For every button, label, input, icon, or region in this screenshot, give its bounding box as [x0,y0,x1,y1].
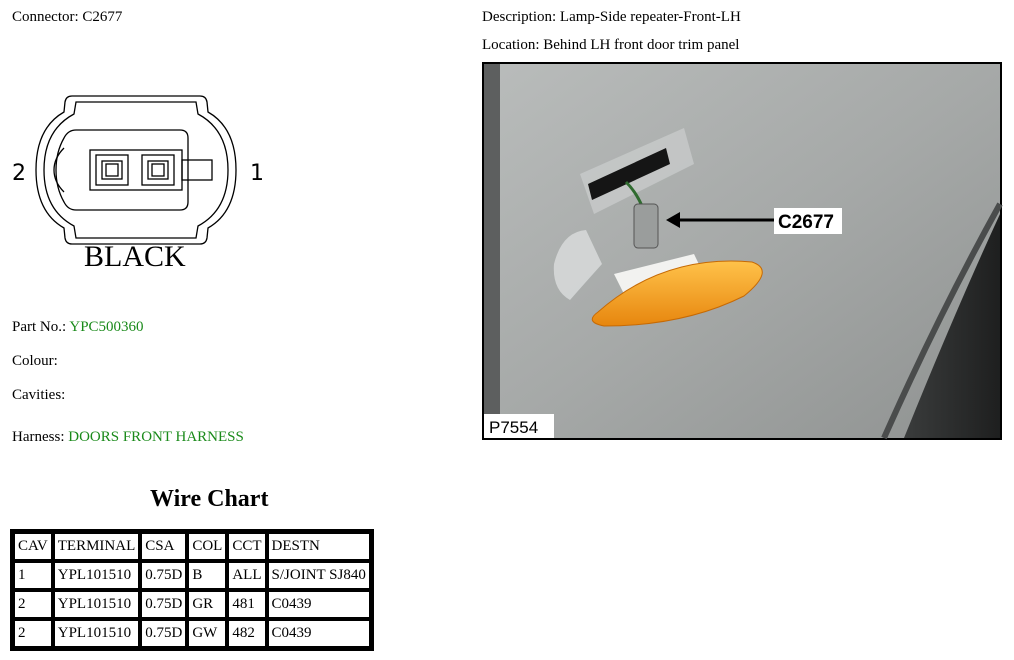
cell-cav: 2 [13,619,53,648]
wire-chart-table [10,529,374,651]
header-col: COL [187,532,227,561]
cell-terminal: YPL101510 [53,590,141,619]
colour-line [12,352,58,370]
photo-ref-label: P7554 [489,418,539,437]
harness-value[interactable]: DOORS FRONT HARNESS [68,429,244,445]
table-row [13,561,371,590]
location-photo-illustration [484,64,1000,438]
connector-value: C2677 [82,9,123,25]
cell-cav: 1 [13,561,53,590]
cell-cav: 2 [13,590,53,619]
photo-callout-label: C2677 [778,212,834,233]
colour-label: Colour: [12,353,58,369]
header-cct: CCT [227,532,266,561]
cell-col: GW [187,619,227,648]
cell-destn: C0439 [267,619,371,648]
cell-terminal: YPL101510 [53,619,141,648]
cell-cct: 481 [227,590,266,619]
connector-diagram [10,88,264,278]
header-terminal: TERMINAL [53,532,141,561]
location-value: Behind LH front door trim panel [543,37,740,53]
part-no-label: Part No.: [12,319,67,335]
cell-col: GR [187,590,227,619]
cell-destn: C0439 [267,590,371,619]
connector-label: Connector: [12,9,79,25]
cell-csa: 0.75D [140,619,187,648]
location-label: Location: [482,37,540,53]
cell-cct: 482 [227,619,266,648]
cell-csa: 0.75D [140,561,187,590]
harness-label: Harness: [12,429,65,445]
description-line [482,8,741,26]
connector-color-label: BLACK [84,240,186,273]
wire-chart-header-row [13,532,371,561]
cavities-label: Cavities: [12,387,66,403]
header-destn: DESTN [267,532,371,561]
cavities-line [12,386,65,404]
location-line [482,36,739,54]
cell-cct: ALL [227,561,266,590]
cell-csa: 0.75D [140,590,187,619]
header-csa: CSA [140,532,187,561]
description-label: Description: [482,9,557,25]
part-no-line [12,318,144,336]
cell-terminal: YPL101510 [53,561,141,590]
part-no-value[interactable]: YPC500360 [69,319,144,335]
header-cav: CAV [13,532,53,561]
connector-face-drawing [10,88,264,278]
connector-line [12,8,122,26]
table-row [13,590,371,619]
cell-col: B [187,561,227,590]
table-row [13,619,371,648]
location-photo [482,62,1002,440]
cell-destn: S/JOINT SJ840 [267,561,371,590]
pin-2-label: 2 [12,161,26,186]
harness-line [12,428,244,446]
wire-chart-title: Wire Chart [150,486,269,512]
pin-1-label: 1 [250,161,264,186]
description-value: Lamp-Side repeater-Front-LH [559,9,741,25]
